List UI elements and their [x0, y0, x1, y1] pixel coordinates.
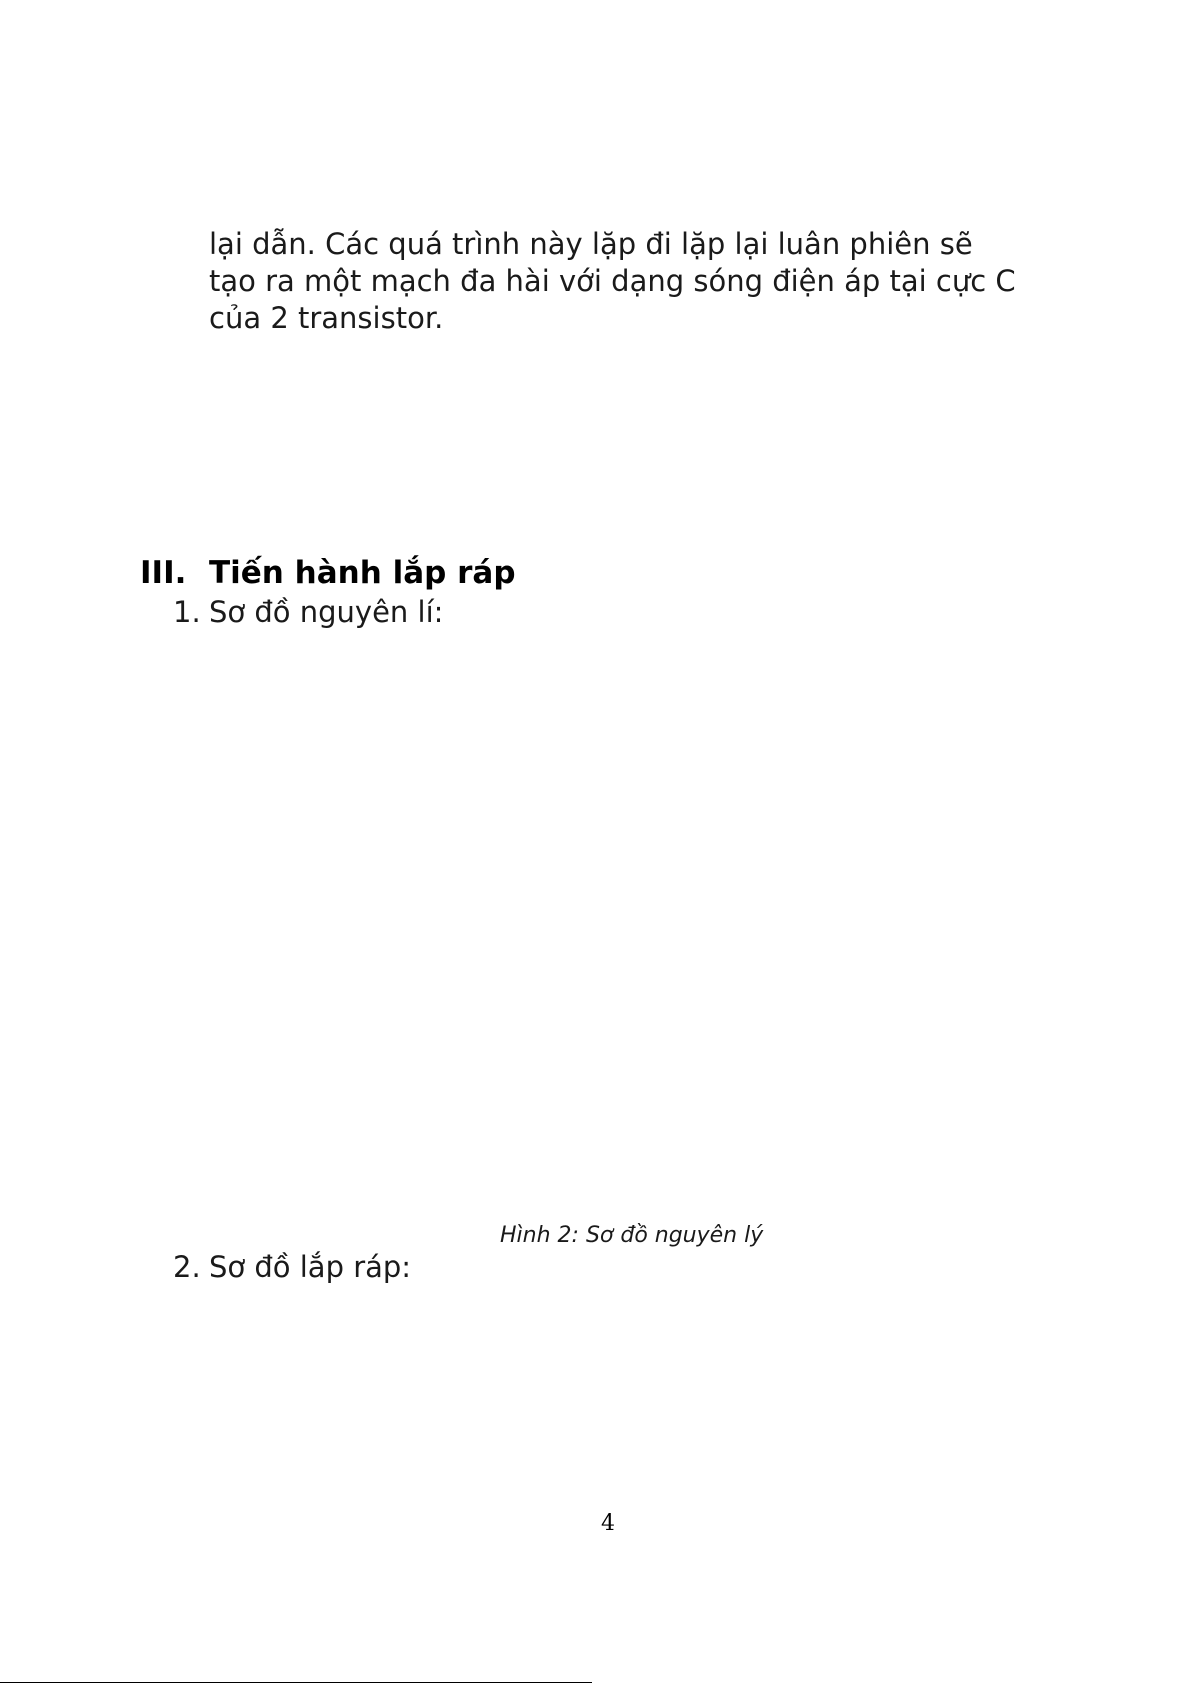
footnote-separator: [0, 1682, 592, 1683]
page-number: 4: [601, 1511, 615, 1536]
paragraph-line: tạo ra một mạch đa hài với dạng sóng điện áp tại cực C: [209, 264, 1016, 298]
list-item-label: Sơ đồ lắp ráp:: [209, 1250, 412, 1284]
list-item-label: Sơ đồ nguyên lí:: [209, 595, 444, 629]
figure-caption: Hình 2: Sơ đồ nguyên lý: [500, 1223, 764, 1248]
paragraph-line: của 2 transistor.: [209, 301, 444, 335]
section-title: Tiến hành lắp ráp: [209, 555, 516, 591]
section-number: III.: [140, 555, 187, 591]
paragraph-line: lại dẫn. Các quá trình này lặp đi lặp lại luân phiên sẽ: [209, 227, 973, 261]
list-item-number: 1.: [173, 595, 201, 629]
body-paragraph: [209, 226, 1089, 337]
list-item-number: 2.: [173, 1250, 201, 1284]
